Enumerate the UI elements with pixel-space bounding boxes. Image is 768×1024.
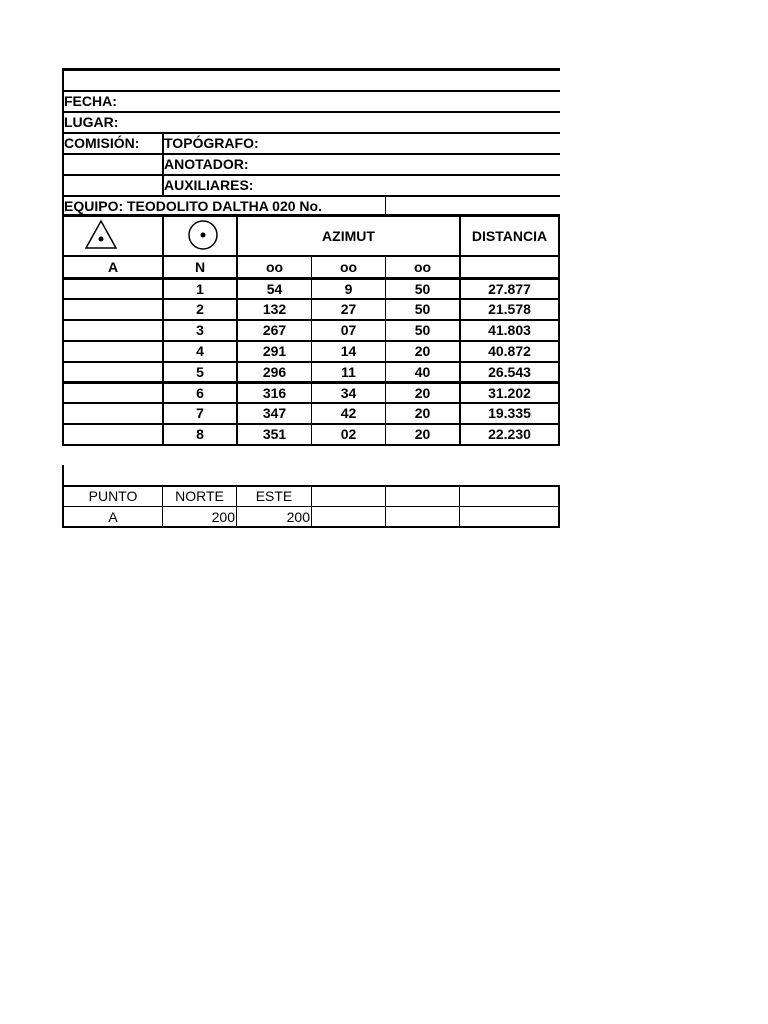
point-cell: 6 (196, 385, 204, 401)
este-header: ESTE (255, 488, 293, 504)
distance-cell: 22.230 (488, 426, 531, 442)
distance-cell: 21.578 (488, 301, 531, 317)
degrees-cell: 351 (262, 426, 287, 442)
distance-cell: 31.202 (488, 385, 531, 401)
fecha-label: FECHA: (64, 93, 117, 109)
norte-cell: 200 (211, 509, 235, 525)
seconds-cell: 20 (414, 385, 431, 401)
subheader-minutes: oo (339, 259, 358, 275)
rule (311, 486, 312, 527)
degrees-cell: 347 (262, 405, 287, 421)
subheader-station: A (107, 259, 119, 275)
seconds-cell: 40 (414, 364, 431, 380)
degrees-cell: 291 (262, 343, 287, 359)
topografo-label: TOPÓGRAFO: (164, 135, 259, 151)
minutes-cell: 14 (340, 343, 357, 359)
point-cell: 5 (196, 364, 204, 380)
seconds-cell: 20 (414, 343, 431, 359)
rule (459, 486, 460, 527)
minutes-cell: 34 (340, 385, 357, 401)
distance-cell: 19.335 (488, 405, 531, 421)
rule (558, 486, 560, 528)
degrees-cell: 316 (262, 385, 287, 401)
degrees-cell: 296 (262, 364, 287, 380)
rule (62, 90, 560, 92)
punto-cell: A (108, 509, 118, 525)
punto-header: PUNTO (88, 488, 138, 504)
comision-label: COMISIÓN: (64, 135, 140, 151)
point-cell: 1 (196, 281, 204, 297)
rule (62, 111, 560, 113)
point-cell: 2 (196, 301, 204, 317)
seconds-cell: 50 (414, 301, 431, 317)
azimut-header: AZIMUT (322, 228, 375, 244)
point-cell: 3 (196, 322, 204, 338)
anotador-label: ANOTADOR: (164, 156, 249, 172)
minutes-cell: 11 (341, 364, 356, 380)
este-cell: 200 (286, 509, 310, 525)
circle-target-icon (186, 218, 220, 252)
minutes-cell: 9 (344, 281, 353, 297)
degrees-cell: 54 (266, 281, 283, 297)
subheader-seconds: oo (413, 259, 432, 275)
degrees-cell: 267 (262, 322, 287, 338)
rule (385, 486, 386, 527)
rule (62, 153, 560, 155)
degrees-cell: 132 (262, 301, 287, 317)
seconds-cell: 50 (414, 322, 431, 338)
subheader-degrees: oo (265, 259, 284, 275)
distance-cell: 27.877 (488, 281, 531, 297)
minutes-cell: 27 (340, 301, 357, 317)
rule (62, 216, 64, 446)
rule (558, 216, 560, 446)
subheader-point: N (194, 259, 206, 275)
distancia-header: DISTANCIA (471, 228, 548, 244)
point-cell: 8 (196, 426, 204, 442)
rule (62, 174, 560, 176)
equipo-label: EQUIPO: TEODOLITO DALTHA 020 No. (64, 198, 322, 214)
minutes-cell: 02 (340, 426, 357, 442)
rule (385, 195, 386, 216)
distance-cell: 41.803 (488, 322, 531, 338)
norte-header: NORTE (175, 488, 224, 504)
lugar-label: LUGAR: (64, 114, 119, 130)
minutes-cell: 42 (340, 405, 357, 421)
seconds-cell: 20 (414, 405, 431, 421)
triangle-station-icon (84, 219, 118, 251)
minutes-cell: 07 (340, 322, 357, 338)
rule (62, 444, 560, 446)
auxiliares-label: AUXILIARES: (164, 177, 254, 193)
rule (62, 68, 560, 71)
seconds-cell: 20 (414, 426, 431, 442)
point-cell: 7 (196, 405, 204, 421)
seconds-cell: 50 (414, 281, 431, 297)
distance-cell: 40.872 (488, 343, 531, 359)
distance-cell: 26.543 (488, 364, 531, 380)
point-cell: 4 (196, 343, 204, 359)
